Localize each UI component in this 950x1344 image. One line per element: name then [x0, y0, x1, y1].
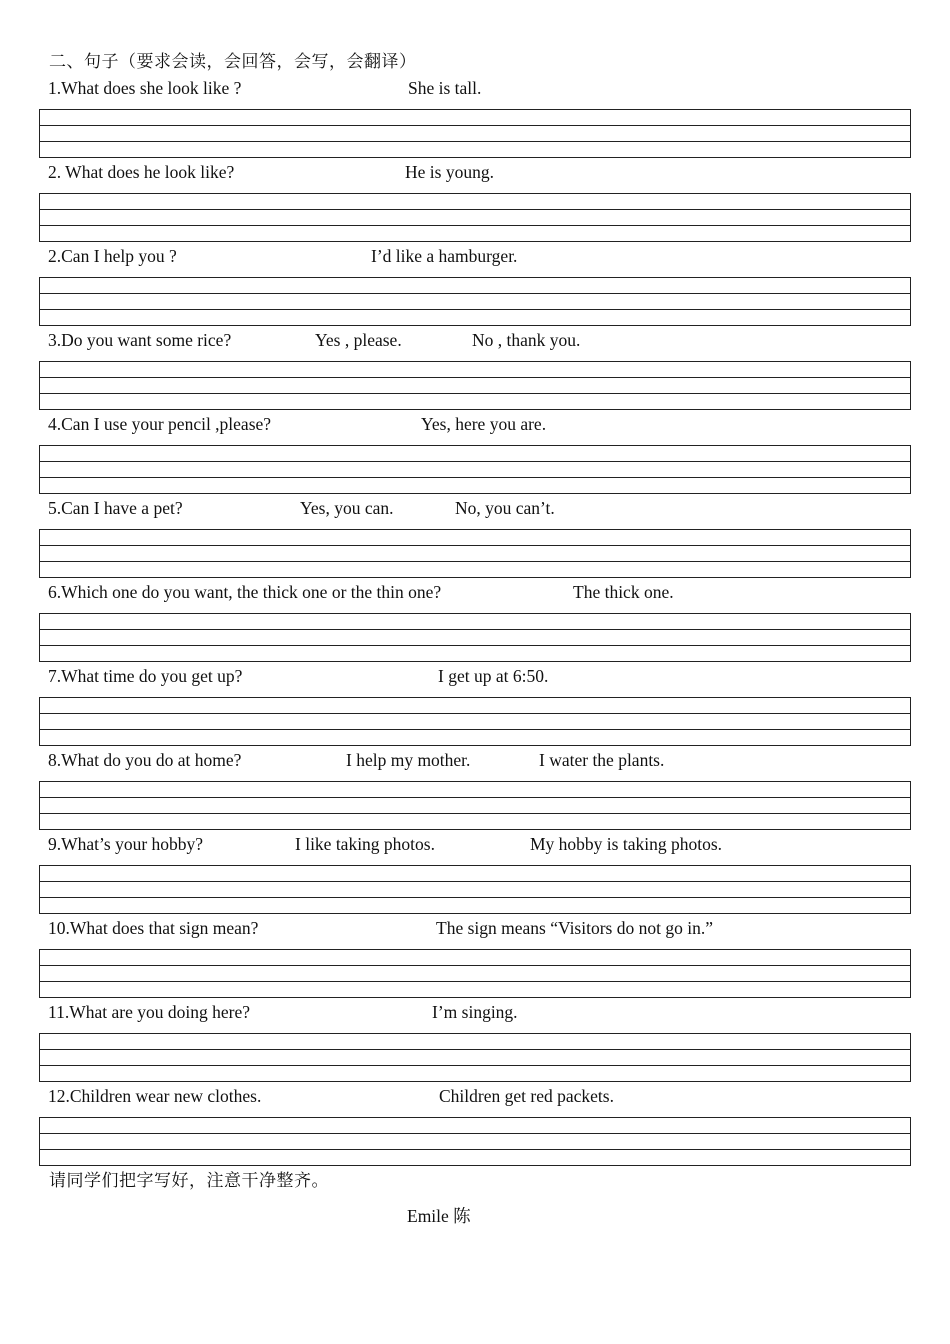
answer-text: I’m singing. [432, 1002, 518, 1022]
answer-text: The sign means “Visitors do not go in.” [436, 918, 713, 938]
answer-text: I’d like a hamburger. [371, 246, 518, 266]
signature: Emile 陈 [407, 1206, 471, 1226]
footer-note: 请同学们把字写好，注意干净整齐。 [49, 1171, 329, 1191]
answer-text-alt: I water the plants. [539, 750, 665, 770]
exercise-item-8 [0, 665, 950, 749]
question-text: 10.What does that sign mean? [48, 918, 259, 938]
exercise-item-10 [0, 833, 950, 917]
writing-lines[interactable] [39, 361, 911, 410]
answer-text: Yes, here you are. [421, 414, 547, 434]
answer-text: I get up at 6:50. [438, 666, 549, 686]
writing-lines[interactable] [39, 613, 911, 662]
question-text: 7.What time do you get up? [48, 666, 243, 686]
question-text: 12.Children wear new clothes. [48, 1086, 262, 1106]
question-text: 9.What’s your hobby? [48, 834, 204, 854]
exercise-item-1 [0, 77, 950, 161]
answer-text: I like taking photos. [295, 834, 435, 854]
question-text: 1.What does she look like ? [48, 78, 242, 98]
writing-lines[interactable] [39, 445, 911, 494]
question-text: 6.Which one do you want, the thick one or the thin one? [48, 582, 442, 602]
writing-lines[interactable] [39, 697, 911, 746]
exercise-item-12 [0, 1001, 950, 1085]
exercise-item-13 [0, 1085, 950, 1169]
question-text: 5.Can I have a pet? [48, 498, 183, 518]
writing-lines[interactable] [39, 193, 911, 242]
answer-text: He is young. [405, 162, 494, 182]
section-heading: 二、句子（要求会读，会回答，会写，会翻译） [49, 52, 417, 72]
answer-text: Yes, you can. [300, 498, 394, 518]
exercise-item-7 [0, 581, 950, 665]
exercise-item-9 [0, 749, 950, 833]
writing-lines[interactable] [39, 865, 911, 914]
answer-text: She is tall. [408, 78, 482, 98]
question-text: 2.Can I help you ? [48, 246, 177, 266]
writing-lines[interactable] [39, 109, 911, 158]
question-text: 3.Do you want some rice? [48, 330, 232, 350]
writing-lines[interactable] [39, 277, 911, 326]
writing-lines[interactable] [39, 781, 911, 830]
answer-text: I help my mother. [346, 750, 471, 770]
exercise-item-11 [0, 917, 950, 1001]
exercise-item-5 [0, 413, 950, 497]
answer-text-alt: No , thank you. [472, 330, 581, 350]
writing-lines[interactable] [39, 1033, 911, 1082]
answer-text-alt: No, you can’t. [455, 498, 555, 518]
writing-lines[interactable] [39, 529, 911, 578]
answer-text: The thick one. [573, 582, 674, 602]
writing-lines[interactable] [39, 949, 911, 998]
writing-lines[interactable] [39, 1117, 911, 1166]
answer-text: Yes , please. [315, 330, 402, 350]
question-text: 4.Can I use your pencil ,please? [48, 414, 272, 434]
question-text: 2. What does he look like? [48, 162, 235, 182]
exercise-item-2 [0, 161, 950, 245]
question-text: 11.What are you doing here? [48, 1002, 250, 1022]
question-text: 8.What do you do at home? [48, 750, 242, 770]
answer-text: Children get red packets. [439, 1086, 614, 1106]
answer-text-alt: My hobby is taking photos. [530, 834, 723, 854]
exercise-item-3 [0, 245, 950, 329]
exercise-item-6 [0, 497, 950, 581]
exercise-item-4 [0, 329, 950, 413]
